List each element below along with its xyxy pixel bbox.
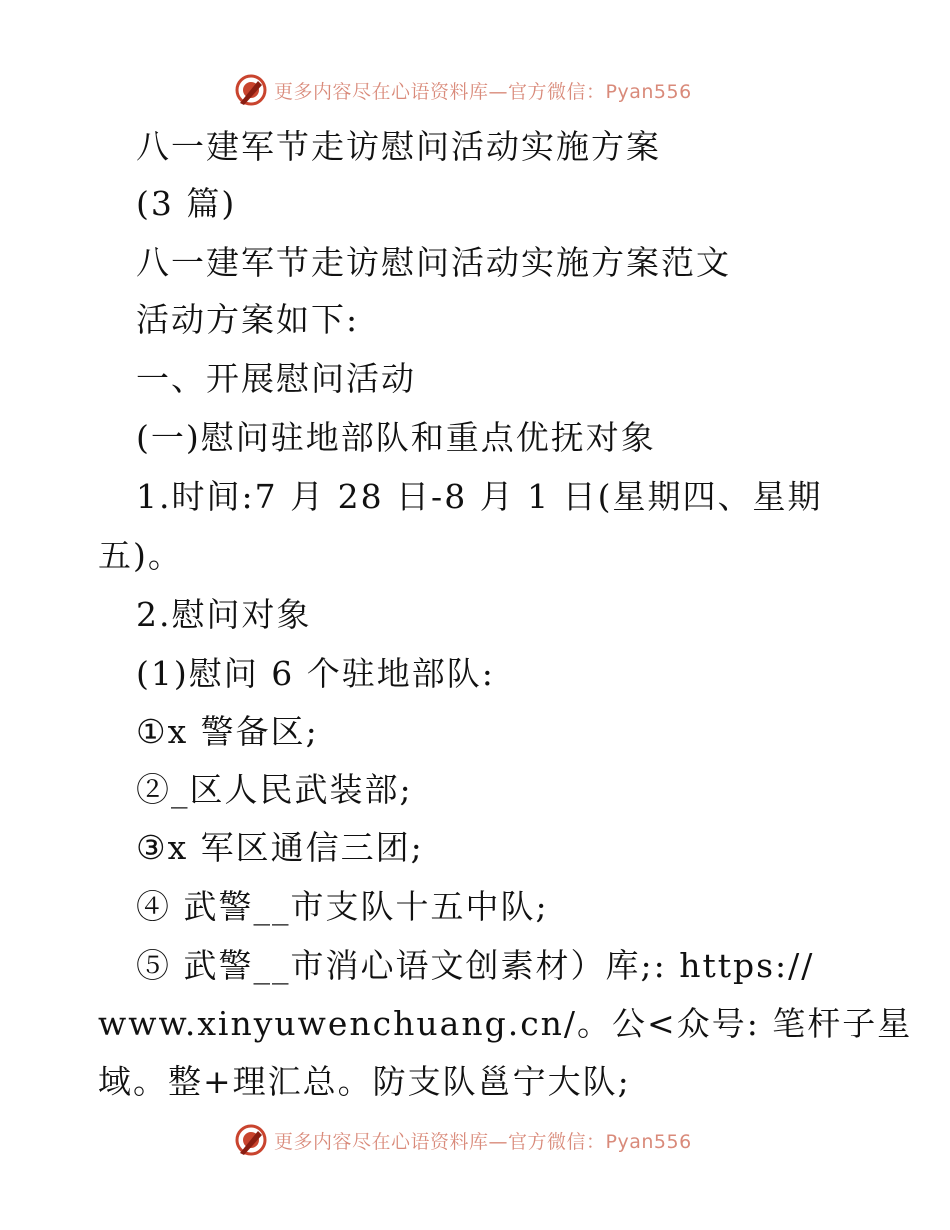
doc-paragraph: 活动方案如下: (136, 300, 360, 339)
list-item: ④ 武警__市支队十五中队; (136, 887, 549, 926)
doc-paragraph: 1.时间:7 月 28 日-8 月 1 日(星期四、星期 (136, 477, 823, 516)
doc-title: 八一建军节走访慰问活动实施方案 (136, 127, 661, 166)
list-item-continuation: 域。整+理汇总。防支队邕宁大队; (98, 1062, 631, 1101)
fountain-pen-seal-icon (234, 73, 268, 107)
doc-heading: 八一建军节走访慰问活动实施方案范文 (136, 243, 731, 282)
header-watermark (234, 72, 692, 108)
subsection-heading: (一)慰问驻地部队和重点优抚对象 (136, 418, 656, 457)
watermark-text: 更多内容尽在心语资料库—官方微信：Pyan556 (274, 80, 692, 103)
list-item: ①x 警备区; (136, 712, 319, 751)
doc-paragraph: 五)。 (98, 536, 183, 575)
list-item-continuation: www.xinyuwenchuang.cn/。公<众号: 笔杆子星 (98, 1004, 913, 1043)
doc-paragraph: (1)慰问 6 个驻地部队: (136, 654, 495, 693)
list-item: ⑤ 武警__市消心语文创素材）库;: https:// (136, 946, 815, 985)
section-heading: 一、开展慰问活动 (136, 359, 416, 398)
fountain-pen-seal-icon (234, 1123, 268, 1157)
list-item: ②_区人民武装部; (136, 770, 413, 809)
doc-paragraph: 2.慰问对象 (136, 595, 312, 634)
list-item: ③x 军区通信三团; (136, 828, 424, 867)
footer-watermark (234, 1122, 692, 1158)
watermark-text: 更多内容尽在心语资料库—官方微信：Pyan556 (274, 1130, 692, 1153)
doc-subtitle: (3 篇) (136, 184, 237, 223)
